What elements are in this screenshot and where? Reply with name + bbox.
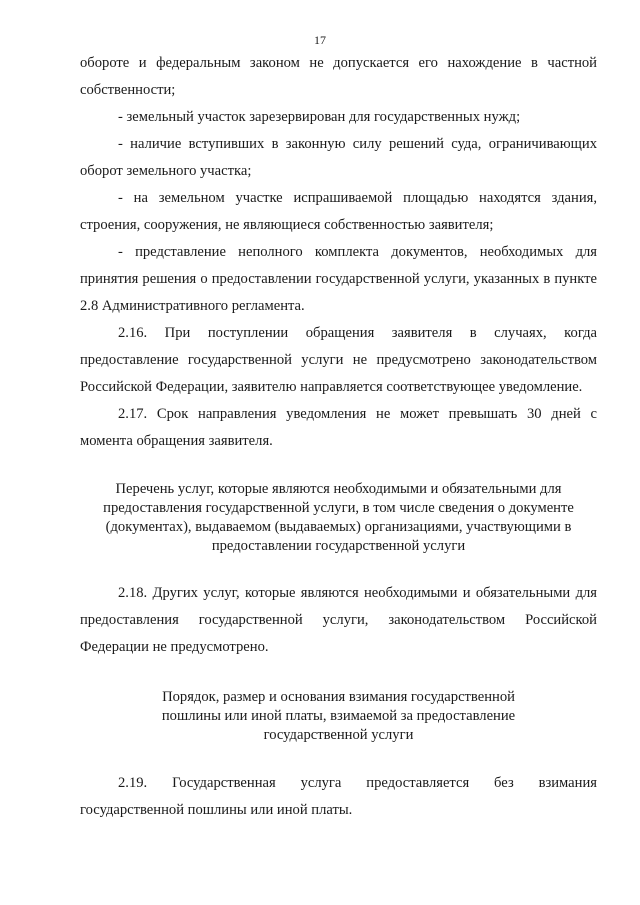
section-heading-line: Перечень услуг, которые являются необходимыми и обязательными для bbox=[115, 481, 562, 497]
paragraph-continuation: обороте и федеральным законом не допускается его нахождение в частной собственности; bbox=[80, 55, 597, 98]
clause-2-19: 2.19. Государственная услуга предоставляется без взимания государственной пошлины или иной платы. bbox=[80, 775, 597, 818]
section-heading-line: Порядок, размер и основания взимания государственной bbox=[162, 689, 515, 705]
list-item-buildings-on-land: - на земельном участке испрашиваемой площадью находятся здания, строения, сооружения, не являющиеся собственностью заявителя; bbox=[80, 190, 597, 233]
section-heading-services bbox=[80, 480, 597, 556]
section-heading-fees bbox=[80, 688, 597, 745]
clause-2-18: 2.18. Других услуг, которые являются необходимыми и обязательными для предоставления государственной услуги, законодательством Российской Федерации не предусмотрено. bbox=[80, 585, 597, 655]
page-number: 17 bbox=[314, 33, 326, 47]
clause-2-16: 2.16. При поступлении обращения заявителя в случаях, когда предоставление государственной услуги не предусмотрено законодательством Российской Федерации, заявителю направляется соответствующее уведомление. bbox=[80, 325, 597, 395]
list-item-court-decisions: - наличие вступивших в законную силу решений суда, ограничивающих оборот земельного участка; bbox=[80, 136, 597, 179]
section-heading-line: предоставления государственной услуги, в том числе сведения о документе bbox=[103, 500, 574, 516]
list-item-incomplete-documents: - представление неполного комплекта документов, необходимых для принятия решения о предоставлении государственной услуги, указанных в пункте 2.8 Административного регламента. bbox=[80, 244, 597, 314]
section-heading-line: пошлины или иной платы, взимаемой за предоставление bbox=[161, 708, 516, 724]
section-heading-line: (документах), выдаваемом (выдаваемых) организациями, участвующими в bbox=[105, 519, 572, 535]
clause-2-17: 2.17. Срок направления уведомления не может превышать 30 дней с момента обращения заявителя. bbox=[80, 406, 597, 449]
document-body bbox=[80, 50, 597, 824]
section-heading-line: государственной услуги bbox=[263, 727, 414, 743]
list-item-reserved-land: - земельный участок зарезервирован для государственных нужд; bbox=[118, 109, 521, 125]
section-heading-line: предоставлении государственной услуги bbox=[211, 538, 466, 554]
